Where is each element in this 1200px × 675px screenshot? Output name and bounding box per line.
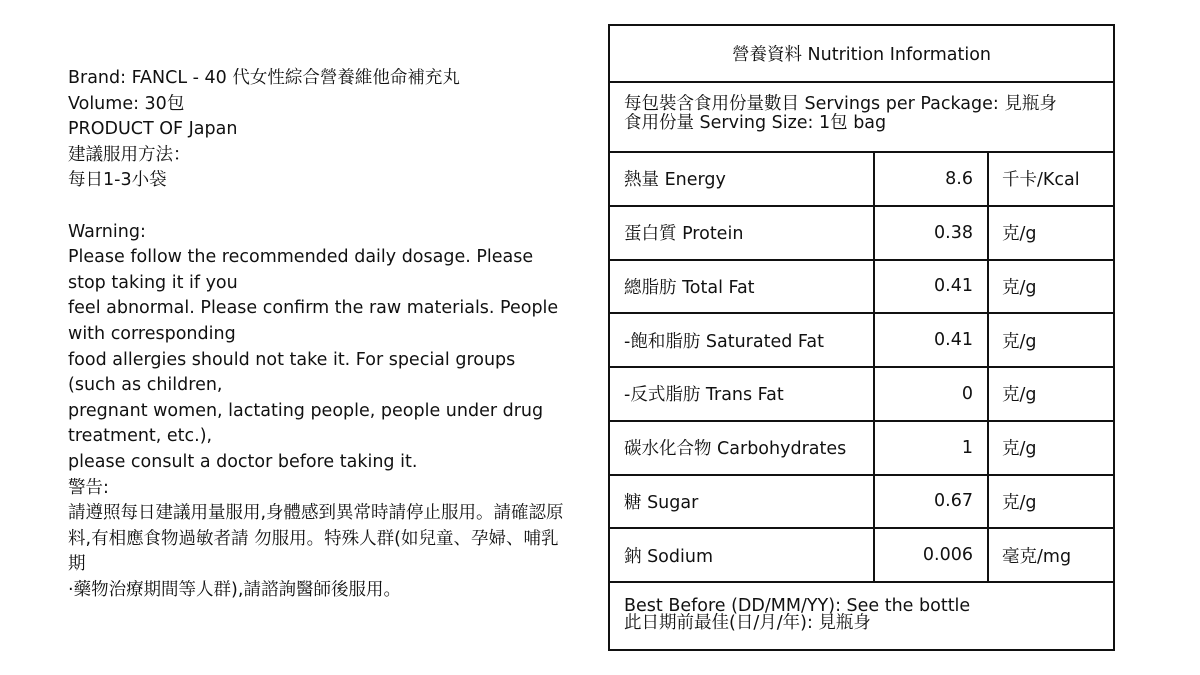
servings-info <box>610 81 1113 153</box>
warning-line-cn: ·藥物治療期間等人群),請諮詢醫師後服用。 <box>68 579 401 600</box>
nutrient-value: 0.006 <box>875 529 989 581</box>
nutrient-unit: 千卡/Kcal <box>1002 170 1080 191</box>
nutrition-row <box>610 529 1113 583</box>
nutrient-value: 0.67 <box>875 476 989 528</box>
nutrient-name: 總脂肪 Total Fat <box>610 261 875 313</box>
warning-line-en: Please follow the recommended daily dosage. Please stop taking it if you <box>68 247 534 293</box>
nutrient-value: 0.41 <box>875 314 989 366</box>
nutrient-value: 1 <box>875 422 989 474</box>
nutrition-row <box>610 422 1113 476</box>
nutrient-value: 0.41 <box>875 261 989 313</box>
best-before <box>610 583 1113 649</box>
warning-line-en: food allergies should not take it. For special groups (such as children, <box>68 349 516 396</box>
nutrition-row <box>610 314 1113 368</box>
serving-size: 食用份量 Serving Size: 1包 bag <box>624 113 887 133</box>
nutrition-row <box>610 153 1113 207</box>
nutrient-unit: 克/g <box>1002 277 1037 298</box>
nutrient-name: -飽和脂肪 Saturated Fat <box>610 314 875 366</box>
nutrient-unit: 克/g <box>1002 439 1037 460</box>
nutrition-row <box>610 368 1113 422</box>
nutrient-value: 8.6 <box>875 153 989 205</box>
nutrient-name: 鈉 Sodium <box>610 529 875 581</box>
servings-per-package: 每包裝含食用份量數目 Servings per Package: 見瓶身 <box>624 94 1057 114</box>
warning-line-cn: 請遵照每日建議用量服用,身體感到異常時請停止服用。請確認原 <box>68 503 564 524</box>
nutrition-title: 營養資料 Nutrition Information <box>610 26 1113 83</box>
nutrient-name: 蛋白質 Protein <box>610 207 875 259</box>
warning-line-en: feel abnormal. Please confirm the raw materials. People with corresponding <box>68 298 559 344</box>
nutrient-value: 0.38 <box>875 207 989 259</box>
nutrient-unit: 克/g <box>1002 224 1037 245</box>
warning-line-cn: 料,有相應食物過敏者請 勿服用。特殊人群(如兒童、孕婦、哺乳期 <box>68 528 559 575</box>
nutrient-unit: 毫克/mg <box>1002 546 1072 567</box>
product-description <box>68 66 568 603</box>
warning-heading-en: Warning: <box>68 221 146 242</box>
best-before-cn: 此日期前最佳(日/月/年): 見瓶身 <box>624 613 871 633</box>
nutrition-panel <box>608 24 1115 651</box>
warning-line-en: pregnant women, lactating people, people under drug treatment, etc.), <box>68 400 544 447</box>
usage-heading: 建議服用方法： <box>68 144 191 165</box>
nutrient-value: 0 <box>875 368 989 420</box>
nutrition-row <box>610 476 1113 530</box>
origin-line: PRODUCT OF Japan <box>68 119 238 140</box>
volume-line: Volume: 30包 <box>68 93 185 114</box>
nutrient-unit: 克/g <box>1002 331 1037 352</box>
nutrient-name: -反式脂肪 Trans Fat <box>610 368 875 420</box>
nutrition-table <box>610 153 1113 583</box>
usage-text: 每日1-3小袋 <box>68 170 167 191</box>
warning-line-en: please consult a doctor before taking it. <box>68 451 418 472</box>
nutrient-name: 熱量 Energy <box>610 153 875 205</box>
nutrient-name: 糖 Sugar <box>610 476 875 528</box>
nutrition-row <box>610 207 1113 261</box>
nutrient-name: 碳水化合物 Carbohydrates <box>610 422 875 474</box>
warning-heading-cn: 警告: <box>68 477 109 498</box>
nutrient-unit: 克/g <box>1002 492 1037 513</box>
brand-line: Brand: FANCL - 40 代女性綜合營養維他命補充丸 <box>68 68 460 88</box>
best-before-en: Best Before (DD/MM/YY): See the bottle <box>624 596 971 616</box>
nutrient-unit: 克/g <box>1002 385 1037 406</box>
nutrition-row <box>610 261 1113 315</box>
